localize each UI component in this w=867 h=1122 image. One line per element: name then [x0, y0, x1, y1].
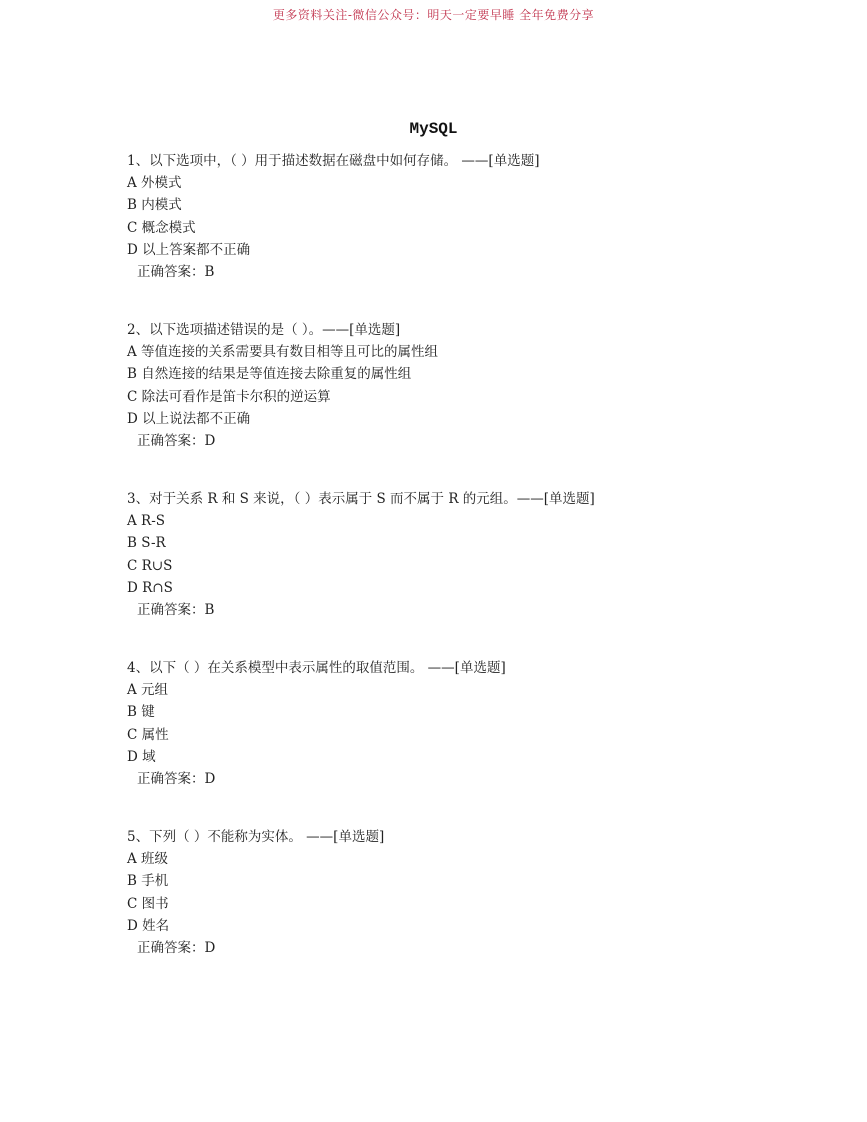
option-a: A 等值连接的关系需要具有数目相等且可比的属性组: [127, 344, 439, 361]
option-c: C R∪S: [127, 557, 173, 574]
option-a: A R-S: [127, 513, 166, 530]
option-d: D 域: [127, 748, 156, 765]
option-a: A 外模式: [127, 175, 182, 192]
question-2: [127, 319, 438, 452]
correct-answer: 正确答案：D: [137, 940, 216, 957]
question-3: [127, 488, 595, 621]
option-b: B 自然连接的结果是等值连接去除重复的属性组: [127, 366, 412, 383]
option-c: C 除法可看作是笛卡尔积的逆运算: [127, 388, 331, 405]
option-d: D 以上答案都不正确: [127, 241, 251, 258]
option-a: A 班级: [127, 851, 169, 868]
option-c: C 属性: [127, 726, 169, 743]
question-4: [127, 657, 506, 790]
question-1: [127, 150, 539, 283]
correct-answer: 正确答案：B: [137, 602, 215, 619]
option-d: D 以上说法都不正确: [127, 410, 251, 427]
header-banner: 更多资料关注-微信公众号：明天一定要早睡 全年免费分享: [272, 8, 595, 22]
option-b: B 内模式: [127, 197, 182, 214]
question-text: 4、以下（ ）在关系模型中表示属性的取值范围。 ——[单选题]: [127, 660, 506, 676]
correct-answer: 正确答案：D: [137, 771, 216, 788]
question-text: 3、对于关系 R 和 S 来说，（ ）表示属于 S 而不属于 R 的元组。——[单选题]: [127, 491, 595, 507]
option-b: B S-R: [127, 535, 166, 552]
option-d: D R∩S: [127, 579, 173, 596]
correct-answer: 正确答案：B: [137, 264, 215, 281]
question-text: 1、以下选项中，（ ）用于描述数据在磁盘中如何存储。 ——[单选题]: [127, 153, 540, 169]
option-c: C 概念模式: [127, 219, 196, 236]
option-b: B 手机: [127, 873, 169, 890]
option-b: B 键: [127, 704, 155, 721]
correct-answer: 正确答案：D: [137, 433, 216, 450]
option-a: A 元组: [127, 682, 169, 699]
question-5: [127, 826, 384, 959]
option-c: C 图书: [127, 895, 169, 912]
question-text: 2、以下选项描述错误的是（ ）。——[单选题]: [127, 322, 401, 338]
page-title: MySQL: [409, 120, 458, 138]
question-text: 5、下列（ ）不能称为实体。 ——[单选题]: [127, 829, 385, 845]
option-d: D 姓名: [127, 917, 170, 934]
